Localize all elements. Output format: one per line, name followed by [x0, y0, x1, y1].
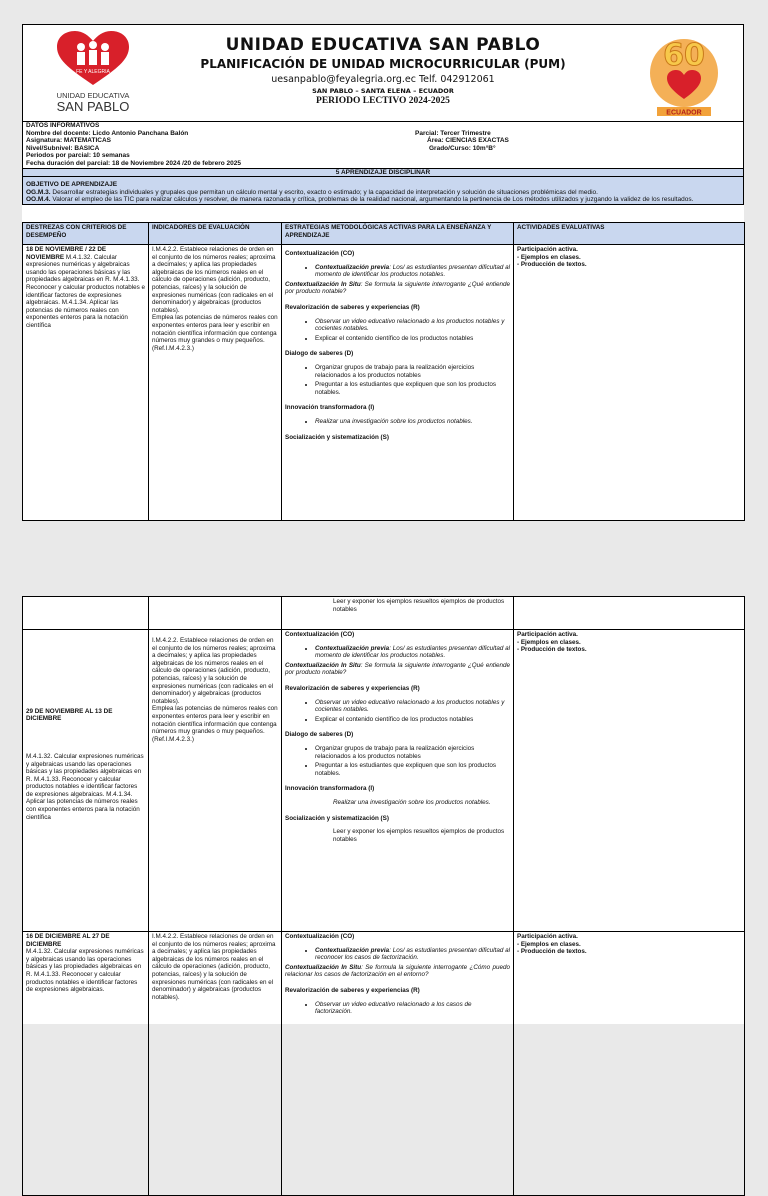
- strategy-heading-s: Socialización y sistematización (S): [285, 814, 389, 822]
- indicador-text: I.M.4.2.2. Establece relaciones de orden en el conjunto de los números reales; aproxima a decimales; y aplica las propiedades algebraicas de los números reales en el cálculo de operaciones (adición, producto, potencias, raíces) y la solución de expresiones numéricas (con radicales en el denominador) y algebraicas (productos notables).: [152, 246, 276, 314]
- strategy-item: • Observar un video educativo relacionado a los productos notables y cocientes notables.: [315, 699, 510, 714]
- info-asignatura: Asignatura: MATEMATICAS: [26, 137, 111, 145]
- objetivo-title: OBJETIVO DE APRENDIZAJE: [26, 181, 118, 189]
- indicador-text-2: Emplea las potencias de números reales con exponentes enteros para leer y escribir en notación científica información que contenga números muy grandes o muy pequeños. (Ref.I.M.4.2.3.): [152, 705, 278, 743]
- activity-item: - Ejemplos en clases.: [517, 253, 581, 261]
- info-grado: Grado/Curso: 10m°B°: [429, 144, 496, 152]
- strategy-item: • Organizar grupos de trabajo para la realización ejercicios relacionados a los productos notables: [315, 364, 510, 379]
- info-nivel: Nivel/Subnivel: BASICA: [26, 144, 100, 152]
- svg-text:60: 60: [663, 38, 705, 73]
- strategy-continued: Leer y exponer los ejemplos resueltos ejemplos de productos notables: [333, 598, 505, 613]
- strategy-item: • Explicar el contenido científico de los productos notables: [315, 716, 510, 724]
- activity-item: Participación activa.: [517, 246, 578, 253]
- logo-text-line1: UNIDAD EDUCATIVA: [56, 91, 130, 100]
- column-header-indicadores: INDICADORES DE EVALUACIÓN: [149, 223, 282, 245]
- strategy-heading-r: Revalorización de saberes y experiencias (R): [285, 986, 420, 994]
- activity-item: - Ejemplos en clases.: [517, 638, 581, 646]
- activity-item: Participación activa.: [517, 631, 578, 638]
- info-docente: Nombre del docente: Licdo Antonio Panchana Balón: [26, 129, 189, 137]
- document-page-1: [22, 24, 744, 521]
- document-page-2: [22, 596, 744, 1024]
- strategy-item: • Realizar una investigación sobre los productos notables.: [315, 418, 510, 426]
- objetivo-og2: OO.M.4. Valorar el empleo de las TIC para realizar cálculos y resolver, de manera razonada y crítica, problemas de la realidad nacional, argumentando la pertinencia de Los métodos utilizados y juzgando la validez de los resultados.: [26, 196, 694, 204]
- strategy-heading-co: Contextualización (CO): [285, 631, 355, 638]
- planning-table-page-2: [22, 596, 745, 1196]
- logo-right-text: ECUADOR: [666, 109, 702, 117]
- objetivo-og1: OG.M.3. Desarrollar estrategias individuales y grupales que permitan un cálculo mental y escrito, exacto o estimado; y la capacidad de interpretación y solución de situaciones problémicas del medio.: [26, 188, 598, 196]
- aprendizaje-heading: 5 APRENDIZAJE DISCIPLINAR: [23, 168, 744, 177]
- strategy-item: • Preguntar a los estudiantes que expliquen que son los productos notables.: [315, 762, 510, 777]
- heart-logo-icon: [43, 29, 143, 89]
- strategy-item: Leer y exponer los ejemplos resueltos ejemplos de productos notables: [333, 828, 505, 843]
- strategy-item: • Organizar grupos de trabajo para la realización ejercicios relacionados a los productos notables: [315, 745, 510, 760]
- strategy-heading-r: Revalorización de saberes y experiencias (R): [285, 303, 420, 311]
- strategy-item: Contextualización In Situ: Se formula la siguiente interrogante ¿Qué entiende por producto notable?: [285, 280, 510, 296]
- table-row: [23, 932, 745, 1196]
- strategy-heading-d: Dialogo de saberes (D): [285, 350, 354, 358]
- row-dates: 18 DE NOVIEMBRE / 22 DE NOVIEMBRE: [26, 246, 107, 261]
- strategy-heading-co: Contextualización (CO): [285, 250, 355, 257]
- column-header-estrategias: ESTRATEGIAS METODOLÓGICAS ACTIVAS PARA LA ENSEÑANZA Y APRENDIZAJE: [282, 223, 514, 245]
- column-header-actividades: ACTIVIDADES EVALUATIVAS: [514, 223, 745, 245]
- column-header-destrezas: DESTREZAS CON CRITERIOS DE DESEMPEÑO: [23, 223, 149, 245]
- strategy-item: • Observar un video educativo relacionado a los productos notables y cocientes notables.: [315, 318, 510, 333]
- planning-table-page-1: [22, 222, 745, 521]
- anniversary-logo: [643, 31, 725, 117]
- strategy-item: • Observar un video educativo relacionado a los casos de factorización.: [315, 1001, 510, 1016]
- activity-item: - Producción de textos.: [517, 948, 587, 956]
- row-dates: 16 DE DICIEMBRE AL 27 DE DICIEMBRE: [26, 933, 110, 948]
- location: SAN PABLO – SANTA ELENA – ECUADOR: [312, 87, 454, 95]
- strategy-heading-co: Contextualización (CO): [285, 933, 355, 940]
- informative-data-table: [22, 121, 744, 205]
- strategy-item: • Contextualización previa: Los/ as estudiantes presentan dificultad al reconocer los casos de factorización.: [315, 947, 510, 962]
- document-subtitle: PLANIFICACIÓN DE UNIDAD MICROCURRICULAR (PUM): [200, 57, 566, 71]
- info-section-title: DATOS INFORMATIVOS: [26, 122, 100, 129]
- strategy-item: • Preguntar a los estudiantes que expliquen que son los productos notables.: [315, 381, 510, 396]
- activity-item: - Producción de textos.: [517, 646, 587, 654]
- info-periodos: Periodos por parcial: 10 semanas: [26, 152, 130, 160]
- indicador-text: I.M.4.2.2. Establece relaciones de orden en el conjunto de los números reales; aproxima a decimales; y aplica las propiedades algebraicas de los números reales en el cálculo de operaciones (adición, producto, potencias, raíces) y la solución de expresiones numéricas (con radicales en el denominador) y algebraicas (productos notables).: [152, 637, 276, 705]
- strategy-item: • Contextualización previa: Los/ as estudiantes presentan dificultad al momento de identificar los productos notables.: [315, 645, 510, 660]
- strategy-item: • Explicar el contenido científico de los productos notables: [315, 335, 510, 343]
- contact-info: uesanpablo@feyalegria.org.ec Telf. 042912061: [271, 74, 495, 85]
- strategy-heading-d: Dialogo de saberes (D): [285, 731, 354, 739]
- school-period: PERIODO LECTIVO 2024-2025: [316, 96, 450, 106]
- svg-text:FE Y ALEGRIA: FE Y ALEGRIA: [76, 69, 110, 75]
- table-row: [23, 630, 745, 932]
- strategy-heading-r: Revalorización de saberes y experiencias (R): [285, 684, 420, 692]
- activity-item: - Producción de textos.: [517, 261, 587, 269]
- school-logo: [43, 29, 143, 117]
- activity-item: Participación activa.: [517, 933, 578, 940]
- row-destrezas: M.4.1.32. Calcular expresiones numéricas y algebraicas usando las operaciones básicas y las propiedades algebraicas en R. M.4.1.33. Reconocer y calcular productos notables e identificar factores de expresiones algebraicas. M.4.1.34. Aplicar las potencias de números reales con exponentes enteros para la notación científica: [26, 253, 146, 329]
- strategy-heading-i: Innovación transformadora (I): [285, 785, 375, 793]
- table-row: [23, 245, 745, 521]
- table-row: [23, 597, 745, 630]
- info-parcial: Parcial: Tercer Trimestre: [415, 129, 491, 137]
- logo-text-line2: SAN PABLO: [56, 99, 130, 114]
- strategy-heading-i: Innovación transformadora (I): [285, 404, 375, 412]
- strategy-item: Contextualización In Situ: Se formula la siguiente interrogante ¿Qué entiende por producto notable?: [285, 661, 510, 677]
- activity-item: - Ejemplos en clases.: [517, 940, 581, 948]
- anniversary-60-icon: [643, 31, 725, 117]
- row-dates: 29 DE NOVIEMBRE AL 13 DE DICIEMBRE: [26, 707, 113, 723]
- school-title: UNIDAD EDUCATIVA SAN PABLO: [225, 35, 541, 55]
- strategy-item: Realizar una investigación sobre los productos notables.: [333, 798, 491, 806]
- row-destrezas: M.4.1.32. Calcular expresiones numéricas y algebraicas usando las operaciones básicas y las propiedades algebraicas en R. M.4.1.33. Reconocer y calcular productos notables e identificar factores de expresiones algebraicas.: [26, 948, 144, 994]
- info-fecha: Fecha duración del parcial: 18 de Noviembre 2024 /20 de febrero 2025: [26, 159, 241, 167]
- indicador-text-2: Emplea las potencias de números reales con exponentes enteros para leer y escribir en notación científica información que contenga números muy grandes o muy pequeños. (Ref.I.M.4.2.3.): [152, 314, 278, 352]
- row-destrezas: M.4.1.32. Calcular expresiones numéricas y algebraicas usando las operaciones básicas y las propiedades algebraicas en R. M.4.1.33. Reconocer y calcular productos notables e identificar factores de expresiones algebraicas. M.4.1.34. Aplicar las potencias de números reales con exponentes enteros para la notación científica: [26, 752, 144, 821]
- indicador-text: I.M.4.2.2. Establece relaciones de orden en el conjunto de los números reales; aproxima a decimales; y aplica las propiedades algebraicas de los números reales en el cálculo de operaciones (adición, producto, potencias, raíces) y la solución de expresiones numéricas (con radicales en el denominador) y algebraicas (productos notables).: [152, 933, 276, 1001]
- strategy-item: • Contextualización previa: Los/ as estudiantes presentan dificultad al momento de identificar los productos notables.: [315, 264, 510, 279]
- strategy-item: Contextualización In Situ: Se formula la siguiente interrogante ¿Cómo puedo relacionar los casos de factorización en el entorno?: [285, 963, 510, 979]
- info-area: Área: CIENCIAS EXACTAS: [427, 137, 509, 145]
- document-header: [22, 25, 744, 121]
- strategy-heading-s: Socialización y sistematización (S): [285, 433, 389, 441]
